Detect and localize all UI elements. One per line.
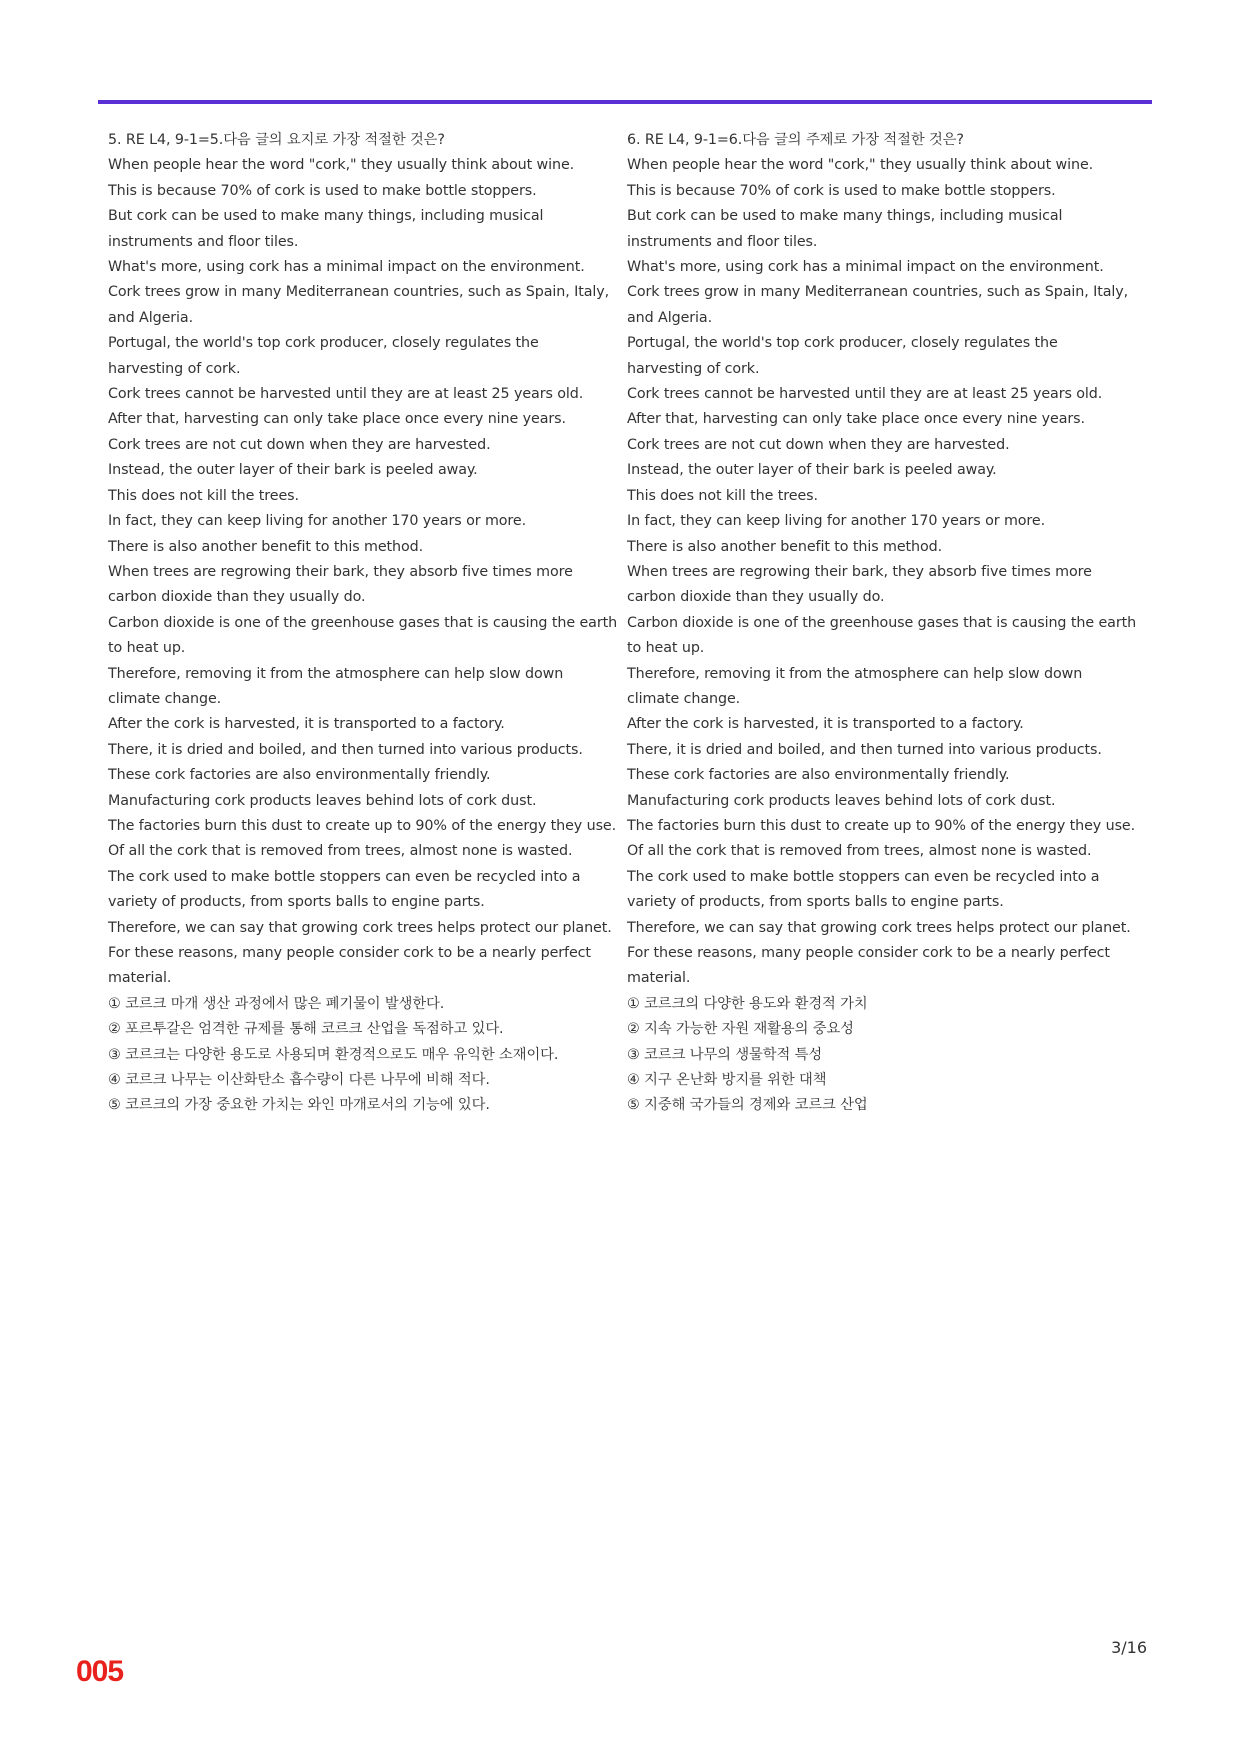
passage-sentence: What's more, using cork has a minimal impact on the environment.: [627, 259, 1104, 276]
passage-sentence: When people hear the word "cork," they usually think about wine.: [108, 157, 575, 174]
passage-sentence: The factories burn this dust to create up to 90% of the energy they use.: [627, 817, 1136, 834]
passage-sentence: For these reasons, many people consider cork to be a nearly perfect material.: [108, 945, 591, 987]
passage-sentence: In fact, they can keep living for another 170 years or more.: [627, 513, 1046, 530]
passage-sentence: This does not kill the trees.: [108, 487, 299, 504]
answer-option-2[interactable]: ② 포르투갈은 엄격한 규제를 통해 코르크 산업을 독점하고 있다.: [108, 1021, 504, 1038]
passage-sentence: For these reasons, many people consider cork to be a nearly perfect material.: [627, 945, 1110, 987]
passage-sentence: What's more, using cork has a minimal impact on the environment.: [108, 259, 585, 276]
answer-option-4[interactable]: ④ 지구 온난화 방지를 위한 대책: [627, 1072, 827, 1089]
passage-sentence: After the cork is harvested, it is transported to a factory.: [108, 716, 505, 733]
answer-option-1[interactable]: ① 코르크의 다양한 용도와 환경적 가치: [627, 995, 868, 1012]
passage: [108, 153, 618, 991]
passage-sentence: Instead, the outer layer of their bark is peeled away.: [627, 462, 997, 479]
passage-sentence: Therefore, we can say that growing cork trees helps protect our planet.: [108, 919, 612, 936]
passage-sentence: The factories burn this dust to create up to 90% of the energy they use.: [108, 817, 617, 834]
answer-option-5[interactable]: ⑤ 지중해 국가들의 경제와 코르크 산업: [627, 1097, 868, 1114]
passage-sentence: Of all the cork that is removed from trees, almost none is wasted.: [108, 843, 573, 860]
passage-sentence: Cork trees are not cut down when they are harvested.: [627, 436, 1010, 453]
passage-sentence: There, it is dried and boiled, and then turned into various products.: [108, 741, 583, 758]
passage-sentence: The cork used to make bottle stoppers can even be recycled into a variety of products, from sports balls to engine parts.: [108, 868, 581, 911]
answer-option-3[interactable]: ③ 코르크 나무의 생물학적 특성: [627, 1046, 823, 1063]
passage-sentence: Therefore, we can say that growing cork trees helps protect our planet.: [627, 919, 1131, 936]
passage-sentence: Carbon dioxide is one of the greenhouse gases that is causing the earth to heat up.: [108, 614, 618, 657]
passage-sentence: When trees are regrowing their bark, they absorb five times more carbon dioxide than they usually do.: [627, 563, 1092, 606]
passage-sentence: But cork can be used to make many things, including musical instruments and floor tiles.: [108, 208, 544, 250]
passage-sentence: There, it is dried and boiled, and then turned into various products.: [627, 741, 1102, 758]
passage-sentence: Manufacturing cork products leaves behind lots of cork dust.: [627, 792, 1056, 809]
passage-sentence: Manufacturing cork products leaves behind lots of cork dust.: [108, 792, 537, 809]
passage-sentence: After that, harvesting can only take place once every nine years.: [108, 411, 566, 428]
answer-option-5[interactable]: ⑤ 코르크의 가장 중요한 가치는 와인 마개로서의 기능에 있다.: [108, 1097, 490, 1114]
passage-sentence: Therefore, removing it from the atmosphere can help slow down climate change.: [627, 665, 1083, 707]
passage-sentence: This is because 70% of cork is used to make bottle stoppers.: [108, 182, 537, 199]
answer-options: [627, 992, 1137, 1119]
passage-sentence: These cork factories are also environmentally friendly.: [627, 767, 1010, 784]
passage-sentence: In fact, they can keep living for another 170 years or more.: [108, 513, 527, 530]
passage-sentence: There is also another benefit to this method.: [627, 538, 943, 555]
answer-options: [108, 992, 618, 1119]
answer-option-3[interactable]: ③ 코르크는 다양한 용도로 사용되며 환경적으로도 매우 유익한 소재이다.: [108, 1046, 559, 1063]
passage-sentence: After that, harvesting can only take place once every nine years.: [627, 411, 1085, 428]
question-6: [627, 128, 1137, 1119]
answer-option-1[interactable]: ① 코르크 마개 생산 과정에서 많은 폐기물이 발생한다.: [108, 995, 445, 1012]
passage-sentence: Cork trees grow in many Mediterranean countries, such as Spain, Italy, and Algeria.: [108, 284, 610, 326]
passage-sentence: These cork factories are also environmentally friendly.: [108, 767, 491, 784]
passage-sentence: This is because 70% of cork is used to make bottle stoppers.: [627, 182, 1056, 199]
question-5: [108, 128, 618, 1119]
question-title: 6. RE L4, 9-1=6.다음 글의 주제로 가장 적절한 것은?: [627, 132, 964, 148]
passage-sentence: The cork used to make bottle stoppers can even be recycled into a variety of products, from sports balls to engine parts.: [627, 868, 1100, 911]
passage-sentence: Instead, the outer layer of their bark is peeled away.: [108, 462, 478, 479]
passage-sentence: When people hear the word "cork," they usually think about wine.: [627, 157, 1094, 174]
passage-sentence: Cork trees cannot be harvested until they are at least 25 years old.: [108, 386, 584, 403]
passage-sentence: Of all the cork that is removed from trees, almost none is wasted.: [627, 843, 1092, 860]
passage-sentence: Therefore, removing it from the atmosphere can help slow down climate change.: [108, 665, 564, 707]
answer-option-2[interactable]: ② 지속 가능한 자원 재활용의 중요성: [627, 1021, 854, 1038]
passage-sentence: There is also another benefit to this method.: [108, 538, 424, 555]
passage: [627, 153, 1137, 991]
passage-sentence: When trees are regrowing their bark, they absorb five times more carbon dioxide than they usually do.: [108, 563, 573, 606]
page-number: 3/16: [1111, 1638, 1147, 1657]
passage-sentence: Portugal, the world's top cork producer, closely regulates the harvesting of cork.: [627, 335, 1058, 377]
passage-sentence: Portugal, the world's top cork producer, closely regulates the harvesting of cork.: [108, 335, 539, 377]
passage-sentence: This does not kill the trees.: [627, 487, 818, 504]
answer-option-4[interactable]: ④ 코르크 나무는 이산화탄소 흡수량이 다른 나무에 비해 적다.: [108, 1072, 490, 1089]
question-title: 5. RE L4, 9-1=5.다음 글의 요지로 가장 적절한 것은?: [108, 132, 445, 148]
document-code: 005: [76, 1655, 124, 1688]
passage-sentence: But cork can be used to make many things, including musical instruments and floor tiles.: [627, 208, 1063, 250]
passage-sentence: After the cork is harvested, it is transported to a factory.: [627, 716, 1024, 733]
passage-sentence: Cork trees grow in many Mediterranean countries, such as Spain, Italy, and Algeria.: [627, 284, 1129, 326]
passage-sentence: Carbon dioxide is one of the greenhouse gases that is causing the earth to heat up.: [627, 614, 1137, 657]
passage-sentence: Cork trees are not cut down when they are harvested.: [108, 436, 491, 453]
passage-sentence: Cork trees cannot be harvested until they are at least 25 years old.: [627, 386, 1103, 403]
header-rule: [98, 100, 1152, 104]
